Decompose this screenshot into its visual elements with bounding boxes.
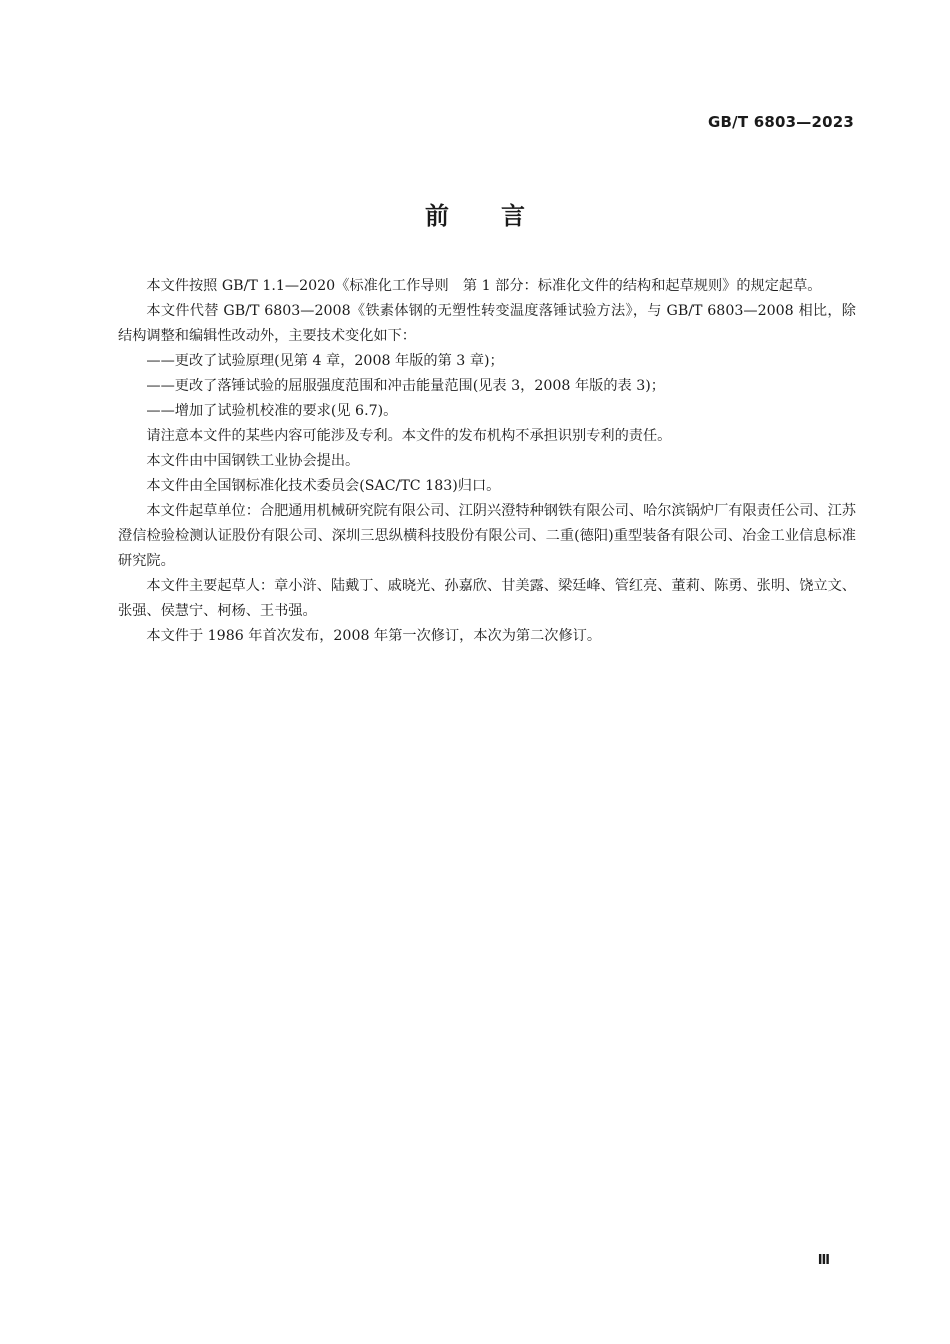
paragraph-drafters: 本文件主要起草人：章小浒、陆戴丁、戚晓光、孙嘉欣、甘美露、梁廷峰、管红亮、董莉、陈勇、张明、饶立文、张强、侯慧宁、柯杨、王书强。 [118, 578, 856, 619]
change-item: ——增加了试验机校准的要求(见 6.7)。 [146, 403, 398, 419]
paragraph-drafting-units: 本文件起草单位：合肥通用机械研究院有限公司、江阴兴澄特种钢铁有限公司、哈尔滨锅炉厂有限责任公司、江苏澄信检验检测认证股份有限公司、深圳三思纵横科技股份有限公司、二重(德阳)重型装备有限公司、冶金工业信息标准研究院。 [118, 503, 856, 569]
page-number: Ⅲ [817, 1253, 830, 1268]
paragraph-drafting-basis: 本文件按照 GB/T 1.1—2020《标准化工作导则 第 1 部分：标准化文件的结构和起草规则》的规定起草。 [146, 278, 822, 294]
paragraph-patent-notice: 请注意本文件的某些内容可能涉及专利。本文件的发布机构不承担识别专利的责任。 [146, 428, 672, 444]
paragraph-proposer: 本文件由中国钢铁工业协会提出。 [146, 453, 360, 469]
change-item: ——更改了试验原理(见第 4 章，2008 年版的第 3 章)； [146, 353, 504, 369]
change-item: ——更改了落锤试验的屈服强度范围和冲击能量范围(见表 3，2008 年版的表 3)； [146, 378, 665, 394]
paragraph-replacement: 本文件代替 GB/T 6803—2008《铁素体钢的无塑性转变温度落锤试验方法》，与 GB/T 6803—2008 相比，除结构调整和编辑性改动外，主要技术变化如下： [118, 303, 856, 344]
section-title: 前言 [425, 202, 577, 230]
preface-body [118, 274, 856, 649]
document-number: GB/T 6803—2023 [708, 113, 854, 131]
paragraph-history: 本文件于 1986 年首次发布，2008 年第一次修订，本次为第二次修订。 [146, 628, 602, 644]
paragraph-committee: 本文件由全国钢标准化技术委员会(SAC/TC 183)归口。 [146, 478, 501, 494]
